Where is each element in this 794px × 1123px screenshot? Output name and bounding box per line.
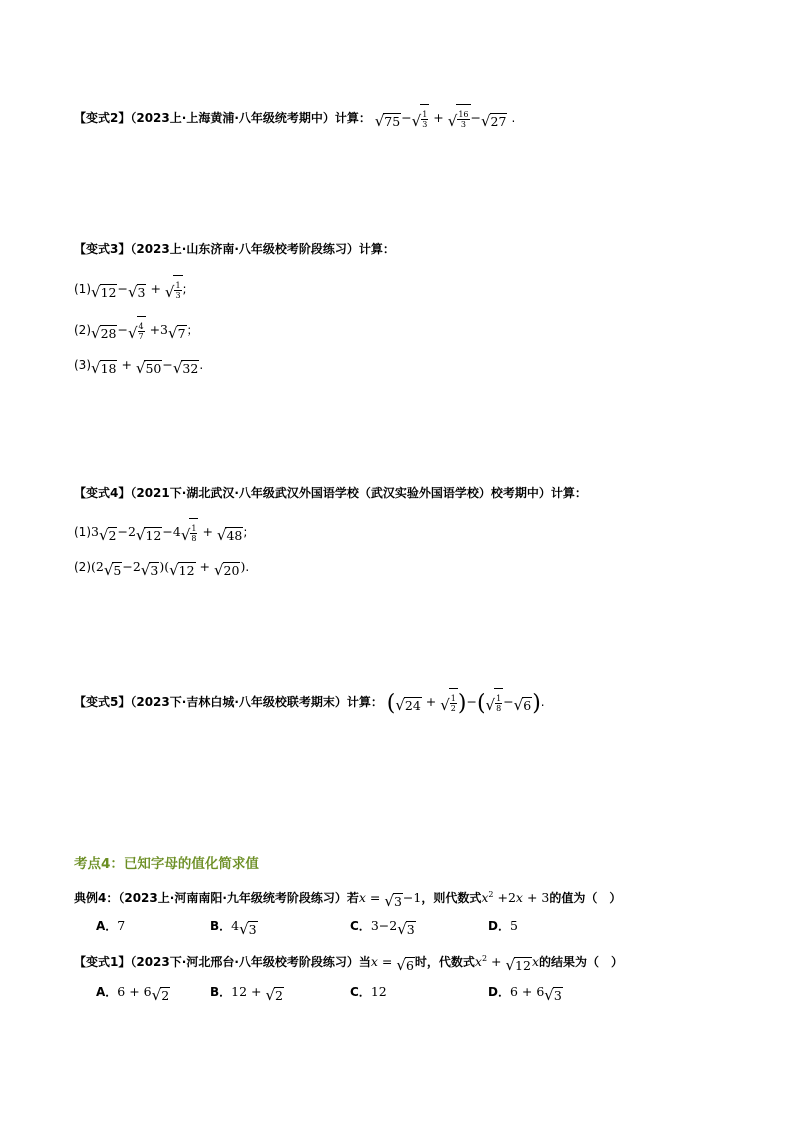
problem-v2: 【变式2】（2023上·上海黄浦·八年级统考期中）计算： √ 75 − √ $\frac{1}{3}$ + √ $\frac{16}{3}$ − √ 27 . (74, 104, 515, 129)
problem-v3-part3: (3) √ 18 + √ 50 − √ 32 . (74, 357, 204, 377)
problem-v1: 【变式1】（2023下·河北邢台·八年级校考阶段练习）当x = √ 6 时，代数式$x^2$ + √ 12 x的结果为（ ） (74, 954, 624, 974)
problem-source: （2023上·上海黄浦·八年级统考期中）计算： (130, 111, 371, 125)
problem-tag: 【变式2】 (74, 111, 131, 125)
problem-source: （2023上·河南南阳·九年级统考阶段练习）若 (118, 891, 359, 905)
math-expression: x = √ 3 −1 (358, 890, 422, 910)
math-expression: x = √ 6 (370, 954, 414, 974)
option-b[interactable]: B．4 √ 3 (210, 918, 257, 938)
math-expression: √ 75 − √ $\frac{1}{3}$ + √ $\frac{16}{3}$ − √ 27 (375, 110, 512, 125)
math-expression: √ 18 + √ 50 − √ 32 (91, 357, 199, 377)
problem-source: （2023下·吉林白城·八年级校联考期末）计算： (130, 695, 383, 709)
option-d[interactable]: D．5 (488, 918, 518, 933)
problem-tag: 典例4： (74, 891, 119, 905)
example-4: 典例4：（2023上·河南南阳·九年级统考阶段练习）若x = √ 3 −1，则代数式$x^2 +2x + 3$的值为（ ） (74, 890, 622, 910)
math-expression: (2 √ 5 −2 √ 3 )( √ 12 + √ 20 ) (91, 559, 246, 579)
problem-v4-part1: (1)3 √ 2 −2 √ 12 −4 √ $\frac{1}{8}$ + √ 48 ; (74, 518, 247, 543)
problem-source: （2023下·河北邢台·八年级校考阶段练习）当 (130, 955, 371, 969)
problem-tag: 【变式1】 (74, 955, 131, 969)
math-expression: ( √ 24 + √ $\frac{1}{2}$ )−( √ $\frac{1}{8}$ − √ 6 ) (387, 694, 541, 709)
problem-v3 (74, 238, 395, 260)
problem-v4 (74, 482, 587, 504)
problem-tag: 【变式4】 (74, 486, 131, 500)
option-a[interactable]: A．6 + 6 √ 2 (96, 984, 170, 1004)
math-expression: √ 28 − √ $\frac{4}{7}$ +3 √ 7 (91, 322, 187, 337)
option-a[interactable]: A．7 (96, 918, 126, 933)
problem-v3-part2: (2) √ 28 − √ $\frac{4}{7}$ +3 √ 7 ； (74, 316, 199, 341)
problem-v5: 【变式5】（2023下·吉林白城·八年级校联考期末）计算： ( √ 24 + √ $\frac{1}{2}$ )−( √ $\frac{1}{8}$ − √ 6 ). (74, 688, 545, 715)
math-expression: 3 √ 2 −2 √ 12 −4 √ $\frac{1}{8}$ + √ 48 (91, 524, 243, 539)
option-d[interactable]: D．6 + 6 √ 3 (488, 984, 562, 1004)
math-expression: $x^2$ + √ 12 x (474, 954, 540, 974)
problem-v4-part2: (2)(2 √ 5 −2 √ 3 )( √ 12 + √ 20 ). (74, 559, 250, 579)
math-expression: √ 12 − √ 3 + √ $\frac{1}{3}$ (91, 281, 183, 296)
problem-tag: 【变式5】 (74, 695, 131, 709)
option-c[interactable]: C．3−2 √ 3 (350, 918, 415, 938)
section-title: 考点4：已知字母的值化简求值 (74, 856, 259, 872)
problem-v3-part1: (1) √ 12 − √ 3 + √ $\frac{1}{3}$ ; (74, 275, 187, 300)
math-expression: $x^2 +2x + 3$ (481, 890, 550, 905)
option-b[interactable]: B．12 + √ 2 (210, 984, 283, 1004)
option-c[interactable]: C．12 (350, 984, 387, 999)
problem-tag: 【变式3】 (74, 242, 131, 256)
problem-source: （2023上·山东济南·八年级校考阶段练习）计算： (130, 242, 395, 256)
problem-source: （2021下·湖北武汉·八年级武汉外国语学校（武汉实验外国语学校）校考期中）计算： (130, 486, 587, 500)
